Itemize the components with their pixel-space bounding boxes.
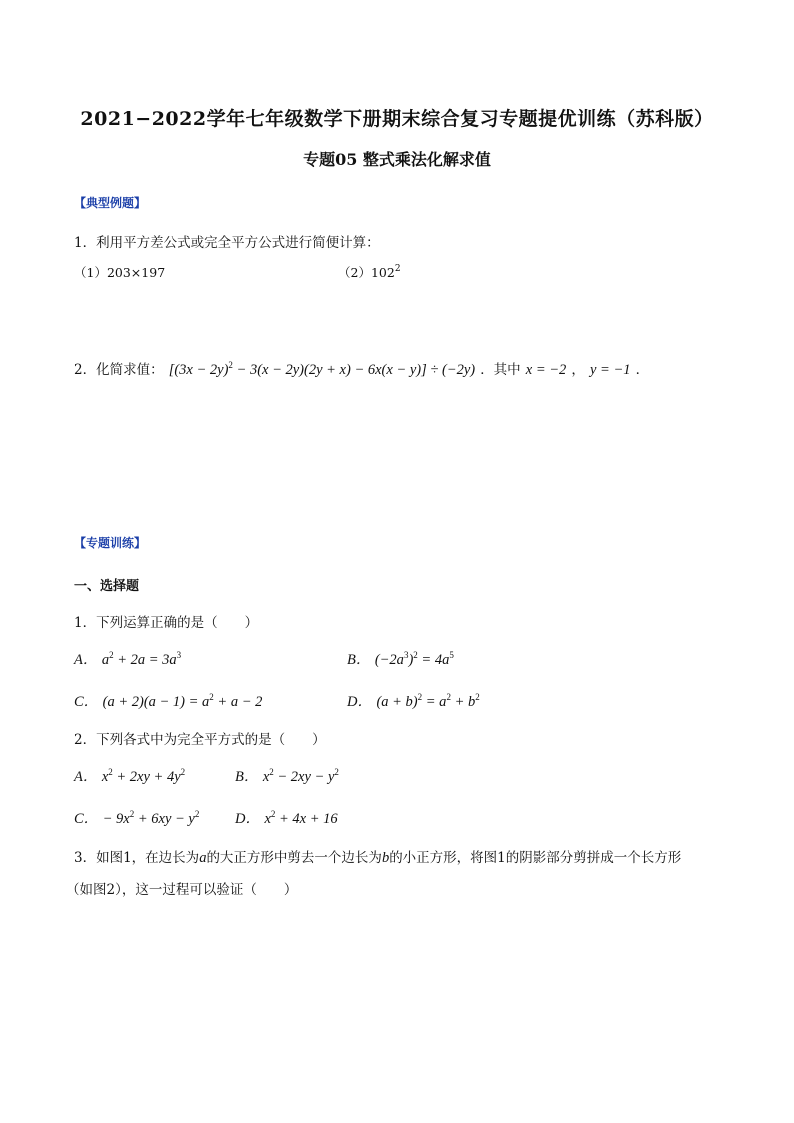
example-q2-condition-y: y = −1 xyxy=(589,362,631,378)
section-label-training: 【专题训练】 xyxy=(74,536,147,550)
section-label-examples: 【典型例题】 xyxy=(74,196,147,210)
example-q2-tail: ．其中 xyxy=(480,362,521,378)
training-q1-option-d: D． $(a + b)^2 = a^2 + b^2$ xyxy=(347,692,480,710)
document-title: 2021−2022学年七年级数学下册期末综合复习专题提优训练（苏科版） xyxy=(80,108,714,130)
training-q2-option-d: D． $x^2 + 4x + 16$ xyxy=(235,809,338,827)
example-q2: 2．化简求值： $[(3x - 2y)^2 - 3(x - 2y)(2y + x) - 6x(x - y)] \div (-2y)$ ．其中 x = −2 ， y = −1 ． xyxy=(74,360,650,378)
training-q2-option-c: C． − $9x^2 + 6xy - y^2$ xyxy=(74,809,200,827)
training-q1-option-a: A． $a^2 + 2a = 3a^3$ xyxy=(74,650,182,668)
example-q1-part1: （1）203×197 xyxy=(74,265,166,280)
training-q3-line1: 3．如图1，在边长为a的大正方形中剪去一个边长为b的小正方形，将图1的阴影部分剪拼成一个长方形 xyxy=(74,850,682,866)
example-q1-part2: $(2)102^2$ xyxy=(338,264,401,280)
training-q2-option-a: A． $x^2 + 2xy + 4y^2$ xyxy=(74,767,186,785)
training-q1-stem: 1．下列运算正确的是（ ） xyxy=(74,615,259,631)
example-q2-stem: 2．化简求值： xyxy=(74,362,164,378)
example-q2-expression: $[(3x - 2y)^2 - 3(x - 2y)(2y + x) - 6x(x - y)] \div (-2y)$ xyxy=(168,360,476,378)
training-q3-line2: （如图2），这一过程可以验证（ ） xyxy=(66,882,298,898)
part-title-choice: 一、选择题 xyxy=(74,579,140,594)
document-subtitle: 专题05 整式乘法化解求值 xyxy=(303,150,491,169)
example-q2-condition-x: x = −2 xyxy=(525,362,567,378)
training-q1-option-b: B． $(-2a^3)^2 = 4a^5$ xyxy=(347,650,454,668)
training-q1-option-c: C． $(a + 2)(a - 1) = a^2 + a - 2$ xyxy=(74,692,263,710)
training-q2-stem: 2．下列各式中为完全平方式的是（ ） xyxy=(74,732,326,748)
training-q2-option-b: B． $x^2 - 2xy - y^2$ xyxy=(235,767,339,785)
example-q1-stem: 1．利用平方差公式或完全平方公式进行简便计算： xyxy=(74,235,380,251)
